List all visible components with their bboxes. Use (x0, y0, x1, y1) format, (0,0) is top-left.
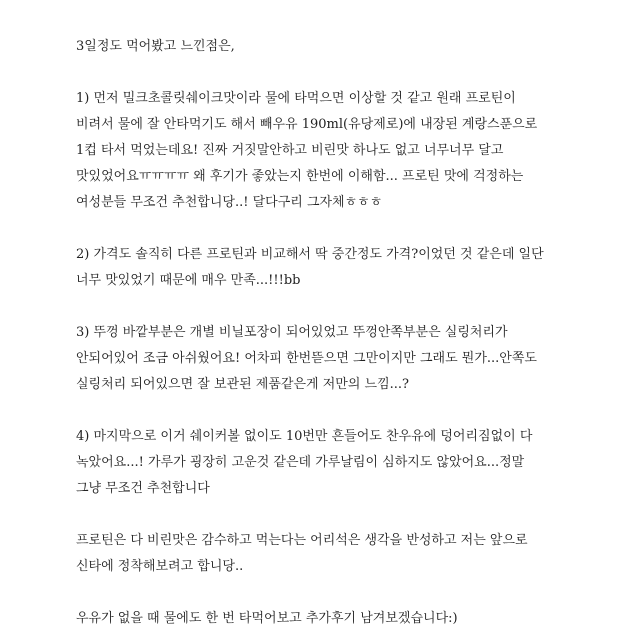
point-3-line-3: 실링처리 되어있으면 잘 보관된 제품같은게 저만의 느낌...? (76, 377, 409, 392)
paragraph-spacer (76, 60, 576, 86)
closing-line: 우유가 없을 때 물에도 한 번 타먹어보고 추가후기 남겨보겠습니다:) (76, 611, 458, 626)
paragraph-spacer (76, 580, 576, 606)
point-1-line-3: 1컵 타서 먹었는데요! 진짜 거짓말안하고 비린맛 하나도 없고 너무너무 달고 (76, 143, 504, 158)
review-intro: 3일정도 먹어봤고 느낀점은, (76, 39, 235, 54)
point-2-line-2: 너무 맛있었기 때문에 매우 만족...!!!bb (76, 273, 301, 288)
paragraph-spacer (76, 502, 576, 528)
point-1-line-5: 여성분들 무조건 추천합니당..! 달다구리 그자체ㅎㅎㅎ (76, 195, 383, 210)
point-4-line-1: 4) 마지막으로 이거 쉐이커볼 없이도 10번만 흔들어도 찬우유에 덩어리짐없이 다 (76, 429, 533, 444)
point-4-line-3: 그냥 무조건 추천합니다 (76, 481, 210, 496)
paragraph-spacer (76, 216, 576, 242)
review-text (76, 34, 576, 632)
point-3-line-2: 안되어있어 조금 아쉬웠어요! 어차피 한번뜯으면 그만이지만 그래도 뭔가...안쪽도 (76, 351, 537, 366)
conclusion-line-1: 프로틴은 다 비린맛은 감수하고 먹는다는 어리석은 생각을 반성하고 저는 앞으로 (76, 533, 528, 548)
point-2-line-1: 2) 가격도 솔직히 다른 프로틴과 비교해서 딱 중간정도 가격?이었던 것 같은데 일단 (76, 247, 544, 262)
paragraph-spacer (76, 398, 576, 424)
point-1-line-2: 비려서 물에 잘 안타먹기도 해서 빼우유 190ml(유당제로)에 내장된 계랑스푼으로 (76, 117, 538, 132)
paragraph-spacer (76, 294, 576, 320)
conclusion-line-2: 신타에 정착해보려고 합니당.. (76, 559, 244, 574)
point-3-line-1: 3) 뚜껑 바깥부분은 개별 비닐포장이 되어있었고 뚜껑안쪽부분은 실링처리가 (76, 325, 508, 340)
point-1-line-1: 1) 먼저 밀크초콜릿쉐이크맛이라 물에 타먹으면 이상할 것 같고 원래 프로틴이 (76, 91, 516, 106)
point-4-line-2: 녹았어요...! 가루가 굉장히 고운것 같은데 가루날림이 심하지도 않았어요...정말 (76, 455, 525, 470)
point-1-line-4: 맛있었어요ㅠㅠㅠㅠ 왜 후기가 좋았는지 한번에 이해함... 프로틴 맛에 걱정하는 (76, 169, 524, 184)
